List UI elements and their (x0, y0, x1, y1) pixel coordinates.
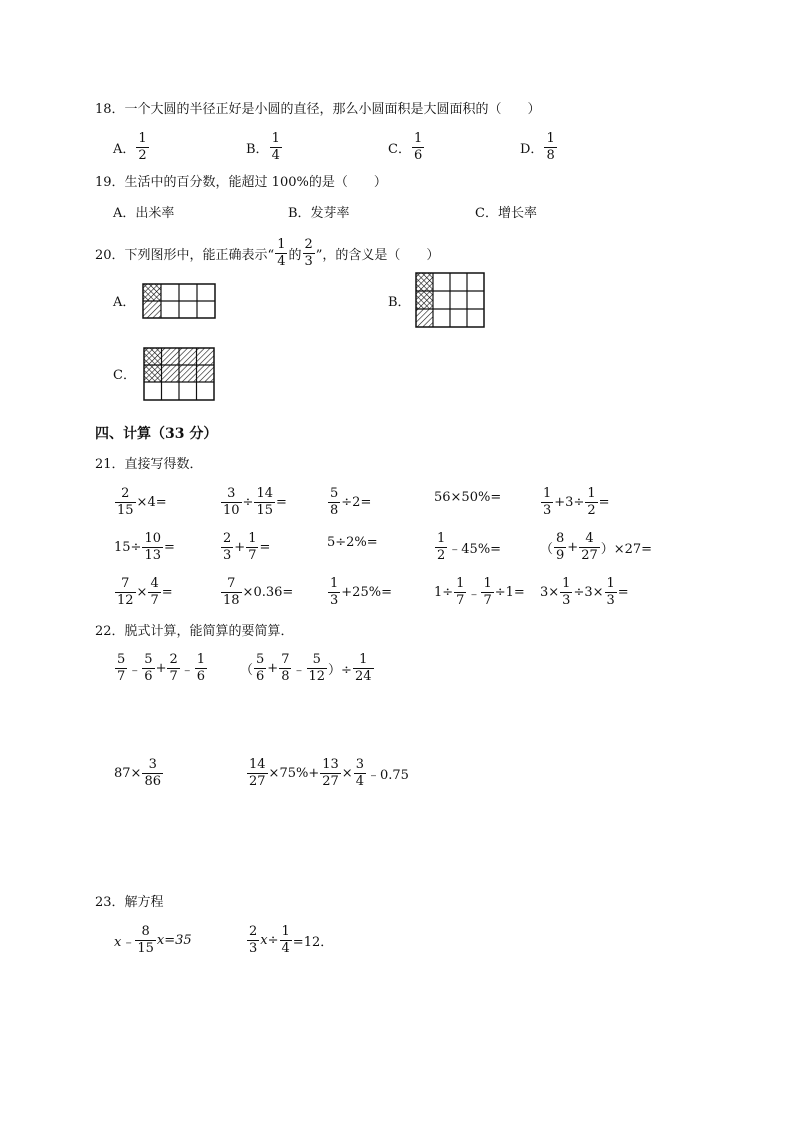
q21-r2-e4: $\frac{1}{2}$ ﹣45%= (437, 531, 502, 563)
q22-stem: 22．脱式计算，能简算的要简算． (95, 624, 294, 639)
q18-option-c: C． $\frac{1}{6}$ (388, 131, 423, 163)
q22-e2: （ $\frac{5}{6}$ + $\frac{7}{8}$ ﹣ $\frac{5}{12}$ ）÷ $\frac{1}{24}$ (240, 652, 372, 684)
section-title: 四、计算（33 分） (95, 426, 218, 442)
q19-option-b: B．发芽率 (288, 206, 350, 221)
q22-e3: 87× $\frac{3}{86}$ (114, 757, 161, 789)
q20-option-a-label: A． (113, 295, 136, 310)
q18-option-b: B． $\frac{1}{4}$ (246, 131, 280, 163)
q23-e1: x﹣ $\frac{8}{15}$ x=35 (114, 924, 192, 956)
q19-option-c: C．增长率 (475, 206, 537, 221)
q20-figure-c (143, 347, 215, 401)
q21-r1-e5: $\frac{1}{3}$ +3÷ $\frac{1}{2}$ = (543, 486, 610, 518)
q21-r2-e3: 5÷2%= (327, 535, 378, 550)
q23-stem: 23．解方程 (95, 895, 164, 910)
q21-r3-e2: $\frac{7}{18}$ ×0.36= (223, 576, 294, 608)
q22-e4: $\frac{14}{27}$ ×75%+ $\frac{13}{27}$ × $\frac{3}{4}$ ﹣0.75 (249, 757, 409, 789)
q21-r3-e3: $\frac{1}{3}$ +25%= (330, 576, 392, 608)
q20-stem: 20．下列图形中，能正确表示“ $\frac{1}{4}$ 的 $\frac{2}{3}$ ”，的含义是（ ） (95, 237, 440, 269)
q21-r1-e3: $\frac{5}{8}$ ÷2= (330, 486, 372, 518)
q19-stem: 19．生活中的百分数，能超过 100%的是（ ） (95, 175, 387, 190)
q23-e2: $\frac{2}{3}$ x÷ $\frac{1}{4}$ =12． (249, 924, 334, 956)
q21-r2-e2: $\frac{2}{3}$ + $\frac{1}{7}$ = (223, 531, 271, 563)
q21-stem: 21．直接写得数． (95, 457, 203, 472)
q21-r3-e4: 1÷ $\frac{1}{7}$ ﹣ $\frac{1}{7}$ ÷1= (434, 576, 525, 608)
q18-stem: 18．一个大圆的半径正好是小圆的直径，那么小圆面积是大圆面积的（ ） (95, 102, 541, 117)
q21-r1-e1: $\frac{2}{15}$ ×4= (117, 486, 167, 518)
q20-option-c-label: C． (113, 368, 136, 383)
q21-r1-e4: 56×50%= (434, 490, 502, 505)
q21-r3-e1: $\frac{7}{12}$ × $\frac{4}{7}$ = (117, 576, 173, 608)
q21-r2-e5: （ $\frac{8}{9}$ + $\frac{4}{27}$ ）×27= (540, 531, 653, 563)
q20-option-b-label: B． (388, 295, 411, 310)
q18-option-a: A． $\frac{1}{2}$ (113, 131, 147, 163)
q20-figure-b (415, 272, 485, 328)
q19-option-a: A．出米率 (113, 206, 175, 221)
q21-r1-e2: $\frac{3}{10}$ ÷ $\frac{14}{15}$ = (223, 486, 287, 518)
q21-r2-e1: 15÷ $\frac{10}{13}$ = (114, 531, 175, 563)
q18-option-d: D． $\frac{1}{8}$ (520, 131, 555, 163)
q21-r3-e5: 3× $\frac{1}{3}$ ÷3× $\frac{1}{3}$ = (540, 576, 629, 608)
q22-e1: $\frac{5}{7}$ ﹣ $\frac{5}{6}$ + $\frac{2}{7}$ ﹣ $\frac{1}{6}$ (117, 652, 206, 684)
q20-figure-a (142, 283, 216, 319)
